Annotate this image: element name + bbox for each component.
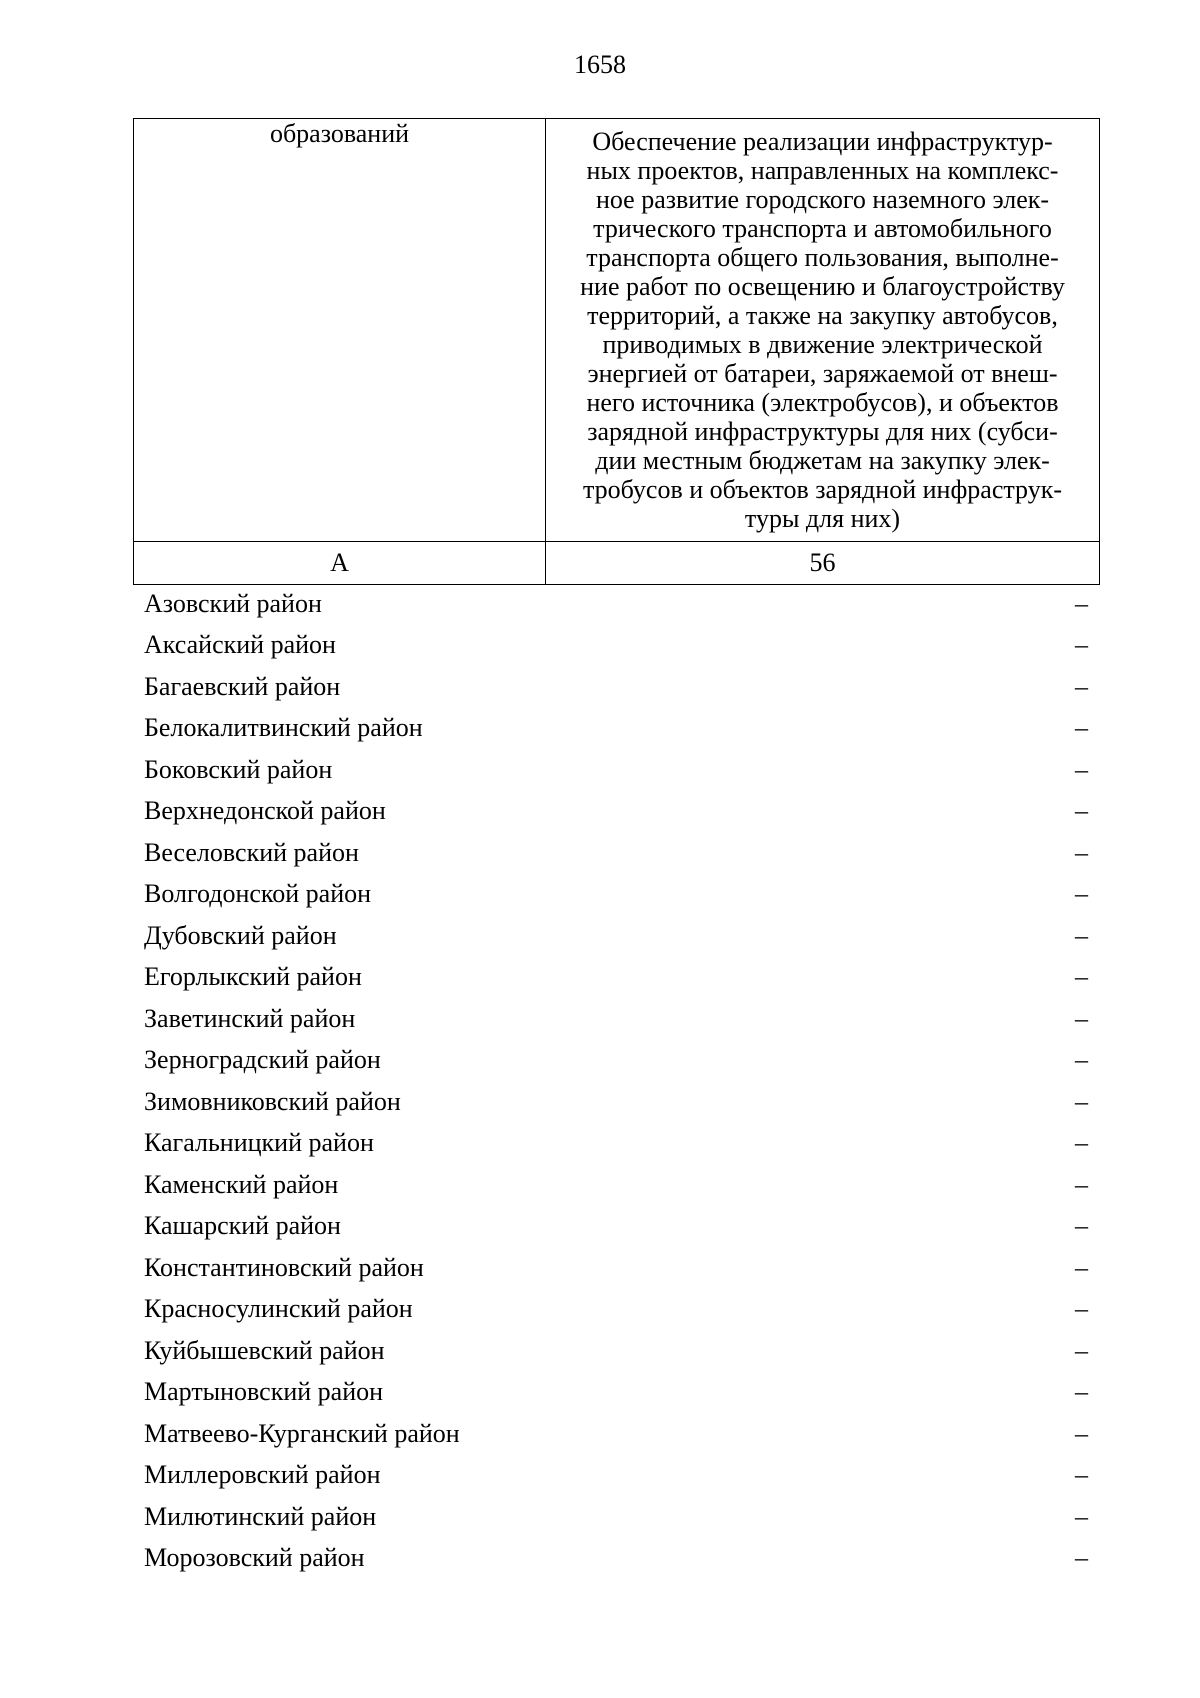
- district-row: [133, 749, 1099, 791]
- district-row: [133, 998, 1099, 1040]
- district-name: Миллеровский район: [144, 1460, 381, 1490]
- header-left-cell: [134, 119, 546, 542]
- header-line: зарядной инфраструктуры для них (субси-: [587, 417, 1058, 446]
- district-name: Зимовниковский район: [144, 1086, 401, 1116]
- district-value: –: [1075, 588, 1088, 618]
- district-value: –: [1075, 879, 1088, 909]
- district-value: –: [1075, 1169, 1088, 1199]
- district-name: Матвеево-Курганский район: [144, 1418, 460, 1448]
- district-value: –: [1075, 920, 1088, 950]
- district-value: –: [1075, 1252, 1088, 1282]
- district-name: Волгодонской район: [144, 879, 372, 909]
- district-row: [133, 915, 1099, 957]
- district-row: [133, 666, 1099, 708]
- district-name: Милютинский район: [144, 1501, 377, 1531]
- district-row: [133, 1330, 1099, 1372]
- district-row: [133, 1455, 1099, 1497]
- district-name: Белокалитвинский район: [144, 713, 423, 743]
- district-value: –: [1075, 671, 1088, 701]
- district-row: [133, 1413, 1099, 1455]
- header-line: приводимых в движение электрической: [602, 330, 1043, 359]
- district-name: Кагальницкий район: [144, 1128, 374, 1158]
- district-name: Мартыновский район: [144, 1377, 384, 1407]
- district-value: –: [1075, 1045, 1088, 1075]
- district-value: –: [1075, 1086, 1088, 1116]
- district-value: –: [1075, 1211, 1088, 1241]
- district-row: [133, 1206, 1099, 1248]
- district-value: –: [1075, 1128, 1088, 1158]
- district-name: Красносулинский район: [144, 1294, 413, 1324]
- district-value: –: [1075, 1501, 1088, 1531]
- district-value: –: [1075, 1335, 1088, 1365]
- district-value: –: [1075, 630, 1088, 660]
- district-row: [133, 625, 1099, 667]
- table-header: [133, 118, 1100, 585]
- district-value: –: [1075, 962, 1088, 992]
- district-row: [133, 1247, 1099, 1289]
- district-name: Константиновский район: [144, 1252, 424, 1282]
- header-left-text: образований: [269, 119, 410, 148]
- district-name: Аксайский район: [144, 630, 336, 660]
- district-row: [133, 1040, 1099, 1082]
- district-row: [133, 1123, 1099, 1165]
- district-name: Кашарский район: [144, 1211, 341, 1241]
- district-row: [133, 791, 1099, 833]
- district-value: –: [1075, 1460, 1088, 1490]
- header-line: туры для них): [744, 504, 901, 533]
- index-left-cell: А: [134, 542, 546, 585]
- district-row: [133, 874, 1099, 916]
- header-line: ных проектов, направленных на комплекс-: [586, 156, 1059, 185]
- header-line: Обеспечение реализации инфраструктур-: [592, 127, 1053, 156]
- header-row: [134, 119, 1100, 542]
- district-value: –: [1075, 1294, 1088, 1324]
- header-line: трического транспорта и автомобильного: [593, 214, 1052, 243]
- district-value: –: [1075, 796, 1088, 826]
- district-value: –: [1075, 1543, 1088, 1573]
- header-line: территорий, а также на закупку автобусов,: [587, 301, 1058, 330]
- district-row: [133, 1289, 1099, 1331]
- header-right-cell: [546, 119, 1100, 542]
- header-line: него источника (электробусов), и объектов: [586, 388, 1059, 417]
- district-name: Морозовский район: [144, 1543, 365, 1573]
- district-row: [133, 1081, 1099, 1123]
- district-value: –: [1075, 754, 1088, 784]
- index-row: [134, 542, 1100, 585]
- header-line: тробусов и объектов зарядной инфраструк-: [582, 475, 1062, 504]
- header-right-text: [556, 127, 1089, 533]
- district-value: –: [1075, 837, 1088, 867]
- district-name: Егорлыкский район: [144, 962, 362, 992]
- district-name: Веселовский район: [144, 837, 359, 867]
- district-row: [133, 1496, 1099, 1538]
- district-name: Куйбышевский район: [144, 1335, 385, 1365]
- district-row: [133, 832, 1099, 874]
- header-line: ние работ по освещению и благоустройству: [580, 272, 1065, 301]
- district-row: [133, 1372, 1099, 1414]
- header-line: энергией от батареи, заряжаемой от внеш-: [587, 359, 1058, 388]
- header-line: ное развитие городского наземного элек-: [595, 185, 1050, 214]
- district-name: Боковский район: [144, 754, 333, 784]
- district-name: Дубовский район: [144, 920, 337, 950]
- page-number: 1658: [574, 50, 626, 79]
- district-name: Верхнедонской район: [144, 796, 386, 826]
- district-value: –: [1075, 1418, 1088, 1448]
- district-name: Заветинский район: [144, 1003, 356, 1033]
- district-row: [133, 583, 1099, 625]
- district-row: [133, 1538, 1099, 1580]
- district-name: Каменский район: [144, 1169, 339, 1199]
- district-name: Зерноградский район: [144, 1045, 381, 1075]
- district-row: [133, 957, 1099, 999]
- header-line: дии местным бюджетам на закупку элек-: [595, 446, 1050, 475]
- district-value: –: [1075, 1377, 1088, 1407]
- district-list: [133, 583, 1099, 1579]
- header-line: транспорта общего пользования, выполне-: [586, 243, 1059, 272]
- district-name: Азовский район: [144, 588, 322, 618]
- index-right-cell: 56: [546, 542, 1100, 585]
- district-value: –: [1075, 713, 1088, 743]
- district-row: [133, 1164, 1099, 1206]
- district-name: Багаевский район: [144, 671, 341, 701]
- district-row: [133, 708, 1099, 750]
- district-value: –: [1075, 1003, 1088, 1033]
